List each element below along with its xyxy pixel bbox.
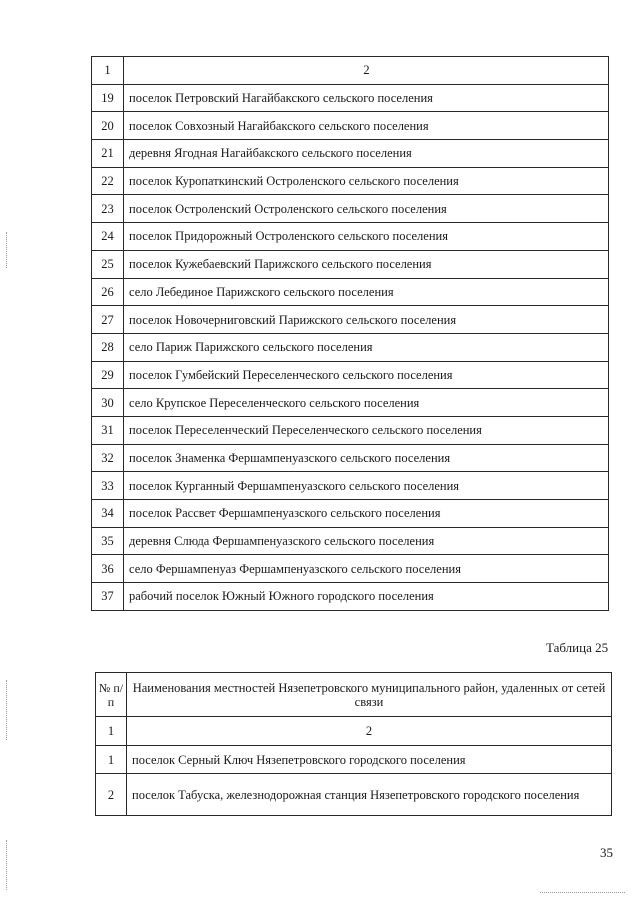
- table-row: [96, 774, 612, 816]
- table-row: [92, 250, 609, 278]
- column-index-num: 1: [96, 717, 127, 746]
- table-row: [92, 472, 609, 500]
- header-name-column: Наименования местностей Нязепетровского муниципального район, удаленных от сетей связи: [127, 673, 612, 717]
- scan-margin-mark: [6, 680, 9, 740]
- table-row: [92, 278, 609, 306]
- row-settlement-name: поселок Курганный Фершампенуазского сельского поселения: [124, 472, 609, 500]
- table-row: [92, 112, 609, 140]
- table-row: [92, 140, 609, 168]
- row-settlement-name: деревня Слюда Фершампенуазского сельского поселения: [124, 527, 609, 555]
- row-number: 19: [92, 84, 124, 112]
- row-number: 27: [92, 306, 124, 334]
- row-settlement-name: поселок Переселенческий Переселенческого сельского поселения: [124, 416, 609, 444]
- table-row: [92, 84, 609, 112]
- table-row: [92, 444, 609, 472]
- row-number: 1: [96, 746, 127, 774]
- row-settlement-name: село Париж Парижского сельского поселения: [124, 333, 609, 361]
- row-number: 22: [92, 167, 124, 195]
- row-settlement-name: поселок Придорожный Остроленского сельского поселения: [124, 223, 609, 251]
- header-number-column: № п/п: [96, 673, 127, 717]
- row-settlement-name: поселок Знаменка Фершампенуазского сельского поселения: [124, 444, 609, 472]
- scan-bottom-rule: [540, 892, 625, 893]
- row-number: 25: [92, 250, 124, 278]
- column-index-num: 1: [92, 57, 124, 85]
- row-number: 32: [92, 444, 124, 472]
- scan-margin-mark: [6, 840, 9, 890]
- row-number: 21: [92, 140, 124, 168]
- table-row: [92, 389, 609, 417]
- row-settlement-name: село Лебединое Парижского сельского поселения: [124, 278, 609, 306]
- row-settlement-name: поселок Совхозный Нагайбакского сельского поселения: [124, 112, 609, 140]
- table-caption: Таблица 25: [546, 640, 609, 655]
- table-column-index-row: [92, 57, 609, 85]
- row-settlement-name: село Фершампенуаз Фершампенуазского сельского поселения: [124, 555, 609, 583]
- row-settlement-name: поселок Гумбейский Переселенческого сельского поселения: [124, 361, 609, 389]
- column-index-name: 2: [127, 717, 612, 746]
- column-index-name: 2: [124, 57, 609, 85]
- row-settlement-name: село Крупское Переселенческого сельского поселения: [124, 389, 609, 417]
- table-row: [92, 167, 609, 195]
- table-row: [92, 361, 609, 389]
- table-row: [92, 527, 609, 555]
- row-number: 28: [92, 333, 124, 361]
- row-settlement-name: поселок Остроленский Остроленского сельского поселения: [124, 195, 609, 223]
- table-column-index-row: [96, 717, 612, 746]
- row-settlement-name: поселок Новочерниговский Парижского сельского поселения: [124, 306, 609, 334]
- row-number: 26: [92, 278, 124, 306]
- row-number: 36: [92, 555, 124, 583]
- row-settlement-name: поселок Рассвет Фершампенуазского сельского поселения: [124, 500, 609, 528]
- table-row: [92, 195, 609, 223]
- nyazepetrovsk-localities-table: [95, 672, 612, 816]
- row-number: 37: [92, 583, 124, 611]
- row-settlement-name: поселок Табуска, железнодорожная станция Нязепетровского городского поселения: [127, 774, 612, 816]
- table-row: [92, 223, 609, 251]
- row-number: 20: [92, 112, 124, 140]
- row-number: 29: [92, 361, 124, 389]
- row-settlement-name: рабочий поселок Южный Южного городского поселения: [124, 583, 609, 611]
- table-row: [92, 555, 609, 583]
- row-number: 30: [92, 389, 124, 417]
- scan-margin-mark: [6, 232, 9, 268]
- row-number: 24: [92, 223, 124, 251]
- table-row: [92, 500, 609, 528]
- row-settlement-name: поселок Кужебаевский Парижского сельского поселения: [124, 250, 609, 278]
- row-number: 2: [96, 774, 127, 816]
- row-settlement-name: поселок Куропаткинский Остроленского сельского поселения: [124, 167, 609, 195]
- table-row: [92, 306, 609, 334]
- row-number: 34: [92, 500, 124, 528]
- table-row: [96, 746, 612, 774]
- row-number: 31: [92, 416, 124, 444]
- table-row: [92, 333, 609, 361]
- row-settlement-name: поселок Петровский Нагайбакского сельского поселения: [124, 84, 609, 112]
- page-number: 35: [600, 845, 613, 860]
- settlements-table-continued: [91, 56, 609, 611]
- table-header-row: [96, 673, 612, 717]
- row-number: 35: [92, 527, 124, 555]
- table-row: [92, 416, 609, 444]
- row-settlement-name: деревня Ягодная Нагайбакского сельского поселения: [124, 140, 609, 168]
- row-number: 33: [92, 472, 124, 500]
- row-settlement-name: поселок Серный Ключ Нязепетровского городского поселения: [127, 746, 612, 774]
- row-number: 23: [92, 195, 124, 223]
- table-row: [92, 583, 609, 611]
